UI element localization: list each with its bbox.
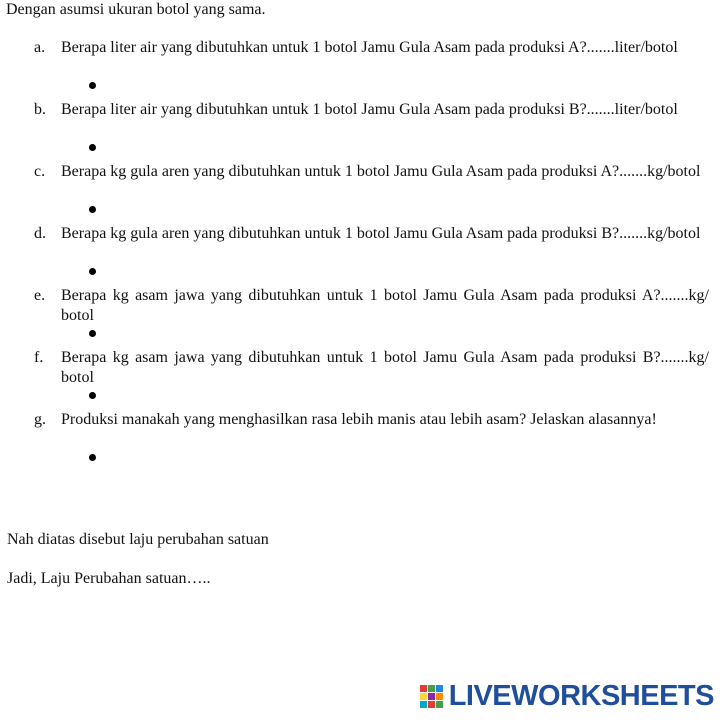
question-text: Berapa liter air yang dibutuhkan untuk 1 botol Jamu Gula Asam pada produksi B?.......liter/botol: [61, 101, 678, 118]
question-text: Berapa kg gula aren yang dibutuhkan untuk 1 botol Jamu Gula Asam pada produksi B?.......kg/botol: [61, 225, 701, 242]
logo-square: [420, 685, 427, 692]
question-text: Berapa kg asam jawa yang dibutuhkan untuk 1 botol Jamu Gula Asam pada produksi A?.......kg/ botol: [61, 287, 709, 324]
logo-text: LIVEWORKSHEETS: [448, 679, 714, 712]
question-text: Berapa kg gula aren yang dibutuhkan untuk 1 botol Jamu Gula Asam pada produksi A?.......kg/botol: [61, 163, 701, 180]
logo-square: [428, 685, 435, 692]
logo-square: [436, 693, 443, 700]
intro-text: Dengan asumsi ukuran botol yang sama.: [6, 1, 266, 18]
question-letter: e.: [34, 287, 46, 304]
answer-bullet: [89, 144, 96, 151]
answer-bullet: [89, 330, 96, 337]
logo-square: [428, 701, 435, 708]
question-item: [0, 100, 726, 162]
question-text: Berapa kg asam jawa yang dibutuhkan untuk 1 botol Jamu Gula Asam pada produksi B?.......kg/ botol: [61, 349, 709, 386]
question-text: Produksi manakah yang menghasilkan rasa lebih manis atau lebih asam? Jelaskan alasannya!: [61, 411, 657, 428]
question-letter: f.: [34, 349, 44, 366]
answer-bullet: [89, 392, 96, 399]
answer-bullet: [89, 206, 96, 213]
logo-square: [436, 685, 443, 692]
question-letter: b.: [34, 101, 46, 118]
question-item: [0, 410, 726, 472]
question-item: [0, 286, 726, 348]
question-item: [0, 162, 726, 224]
question-text: Berapa liter air yang dibutuhkan untuk 1 botol Jamu Gula Asam pada produksi A?.......liter/botol: [61, 39, 678, 56]
answer-bullet: [89, 454, 96, 461]
question-letter: c.: [34, 163, 46, 180]
question-letter: a.: [34, 39, 46, 56]
paragraph-rate-intro: Nah diatas disebut laju perubahan satuan: [7, 531, 269, 548]
question-letter: g.: [34, 411, 46, 428]
logo-grid-icon: [420, 685, 443, 708]
liveworksheets-logo: [420, 681, 714, 711]
paragraph-rate-conclusion: Jadi, Laju Perubahan satuan…..: [7, 570, 211, 587]
logo-square: [420, 693, 427, 700]
logo-square: [428, 693, 435, 700]
question-letter: d.: [34, 225, 46, 242]
question-item: [0, 224, 726, 286]
question-item: [0, 348, 726, 410]
logo-square: [436, 701, 443, 708]
question-list: [0, 38, 726, 472]
question-item: [0, 38, 726, 100]
answer-bullet: [89, 82, 96, 89]
logo-square: [420, 701, 427, 708]
answer-bullet: [89, 268, 96, 275]
